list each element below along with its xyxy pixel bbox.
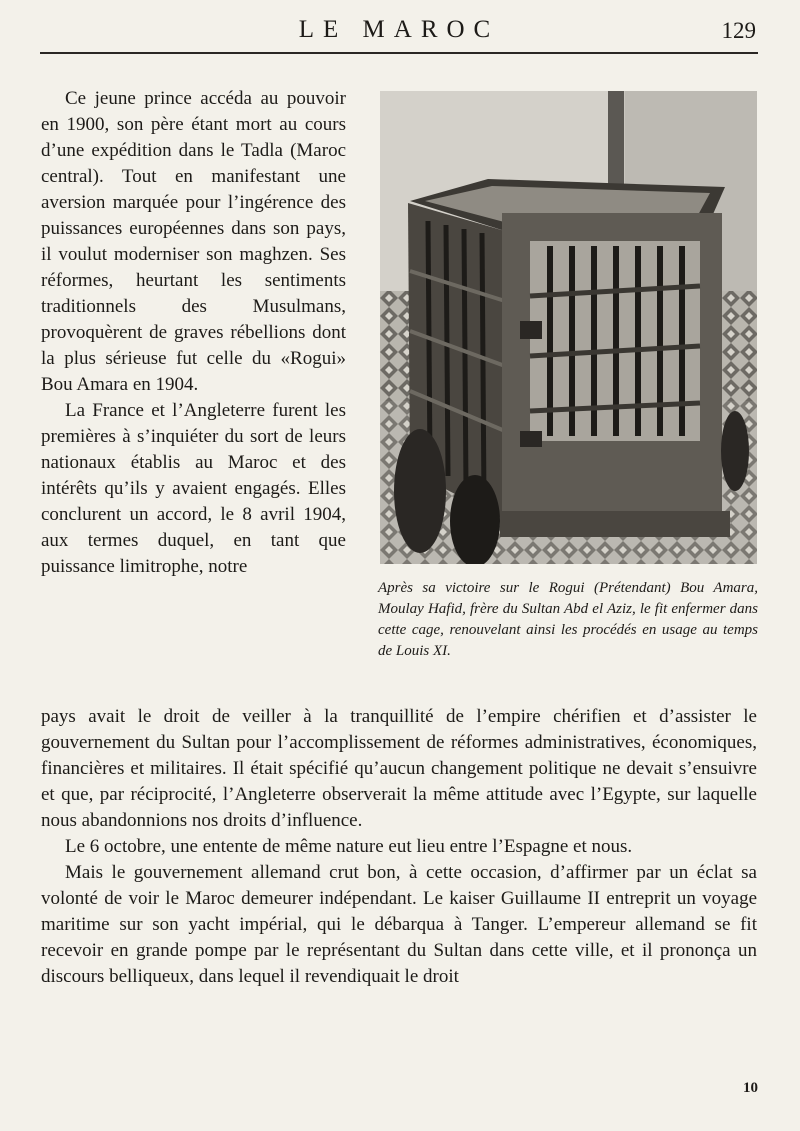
cage-photograph — [380, 91, 757, 564]
paragraph-4: Mais le gouvernement allemand crut bon, à cette occasion, d’affirmer par un éclat sa volonté de voir le Maroc demeurer indépendant. Le kaiser Guillaume II entreprit un voyage maritime sur son yacht impérial, qui le débarqua à Tanger. L’empereur allemand se fit recevoir en grande pompe par le représentant du Sultan dans cette ville, et il prononça un discours belliqueux, dans lequel il revendiquait le droit — [41, 862, 757, 987]
paragraph-3: Le 6 octobre, une entente de même nature eut lieu entre l’Espagne et nous. — [65, 836, 633, 857]
figure-caption: Après sa victoire sur le Rogui (Prétendant) Bou Amara, Moulay Hafid, frère du Sultan Abd el Aziz, le fit enfermer dans cette cage, renouvelant ainsi les procédés en usage au temps de Louis XI. — [378, 580, 758, 659]
full-width-text — [41, 704, 757, 990]
paragraph-1: Ce jeune prince accéda au pouvoir en 1900, son père étant mort au cours d’une expédition dans le Tadla (Maroc central). Tout en manifestant une aversion marquée pour l’ingérence des puissances européennes dans son pays, il voulut moderniser son maghzen. Ses réformes, heurtant les sentiments traditionnels des Musulmans, provoquèrent de graves rébellions dont la plus sérieuse fut celle du «Rogui» Bou Amara en 1904. — [41, 88, 346, 395]
paragraph-2: La France et l’Angleterre furent les premières à s’inquiéter du sort de leurs nationaux établis au Maroc et des intérêts qu’ils y avaient engagés. Elles conclurent un accord, le 8 avril 1904, aux termes duquel, en tant que puissance limitrophe, notre — [41, 400, 346, 577]
paragraph-continuation: pays avait le droit de veiller à la tranquillité de l’empire chérifien et d’assister le gouvernement du Sultan pour l’accomplissement de réformes administratives, économiques, financières et militaires. Il était spécifié qu’aucun changement politique ne devait s’ensuivre et que, par réciprocité, l’Angleterre observerait la même attitude avec l’Egypte, sur laquelle nous abandonnions nos droits d’influence. — [41, 706, 757, 831]
signature-mark: 10 — [743, 1080, 758, 1096]
cage-photo-illustration — [380, 91, 757, 564]
left-column-text — [41, 86, 346, 580]
page-header — [40, 14, 758, 54]
running-title: LE MAROC — [298, 16, 500, 43]
page-number: 129 — [721, 18, 756, 43]
